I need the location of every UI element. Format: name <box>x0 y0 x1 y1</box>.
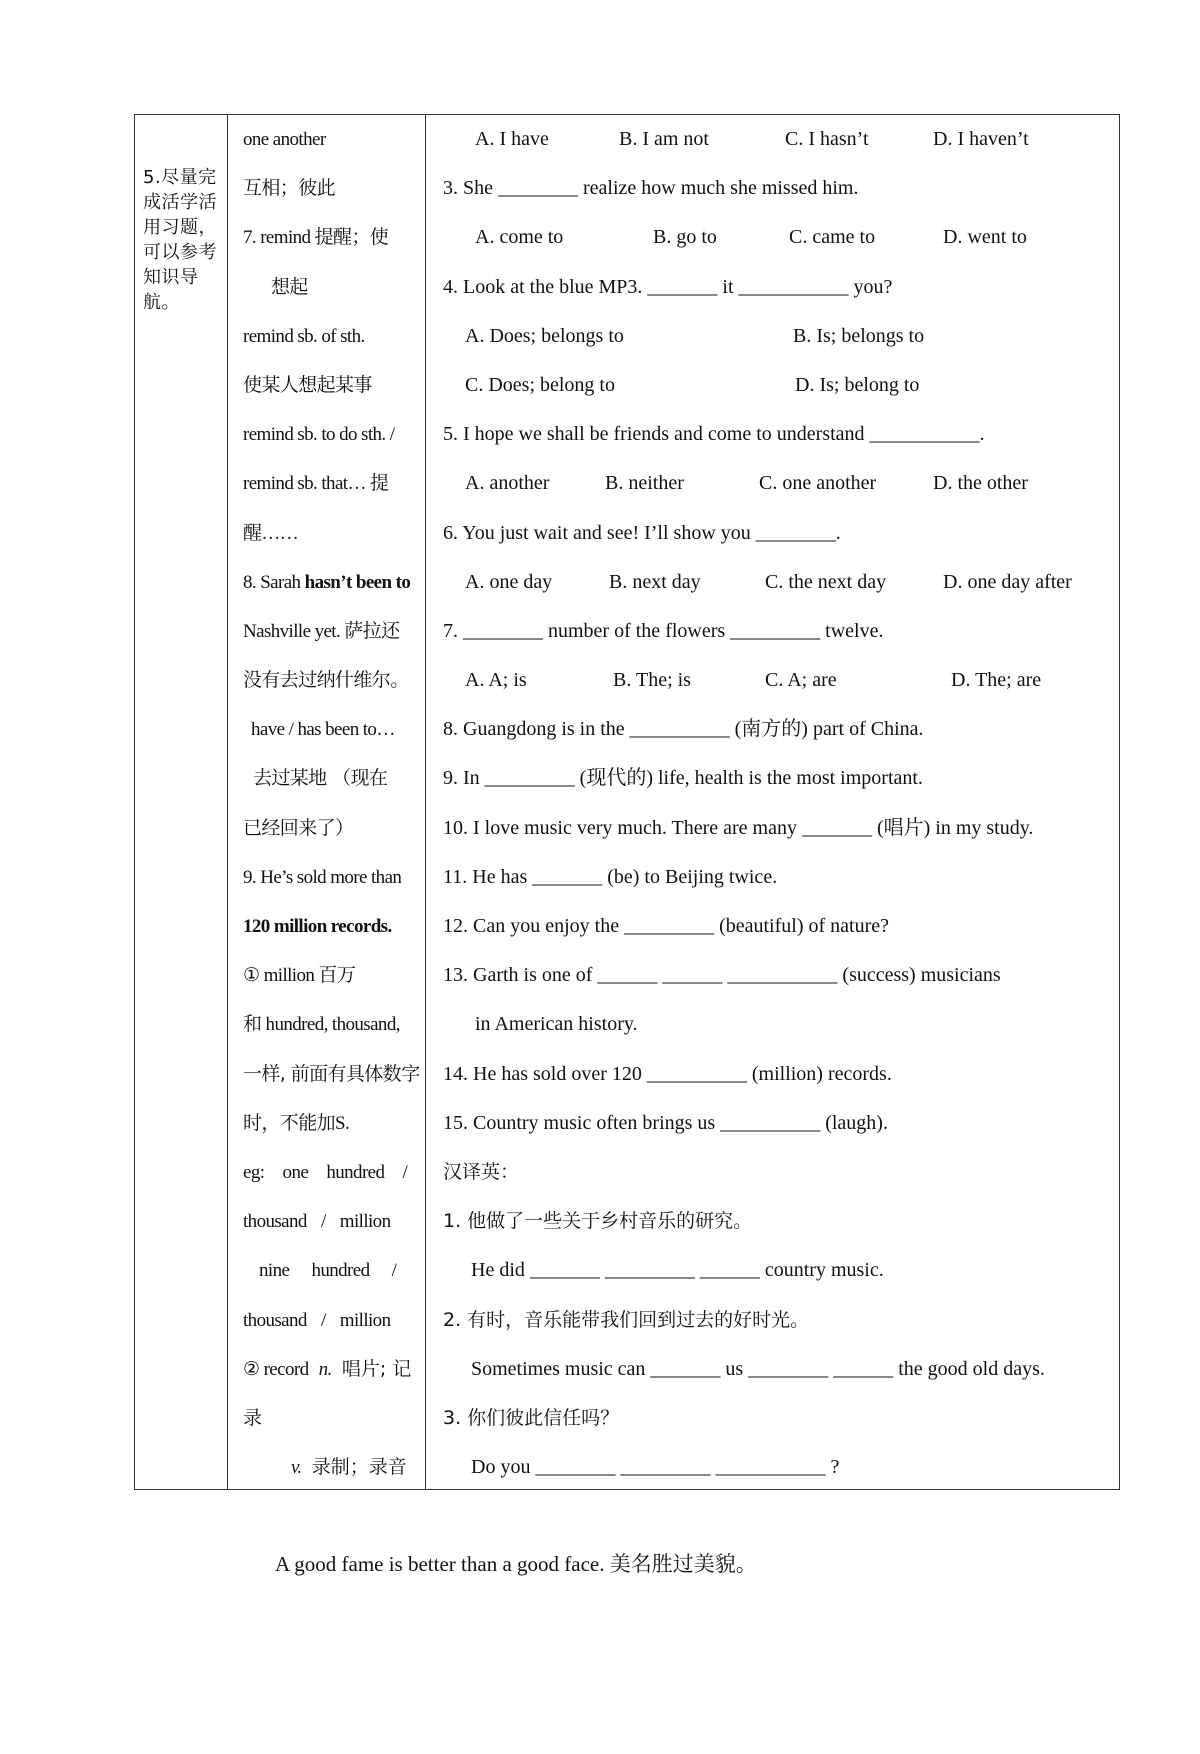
question: 6. You just wait and see! I’ll show you ________. <box>443 521 841 544</box>
question: 3. She ________ realize how much she missed him. <box>443 177 859 200</box>
note-line: 7. remind 提醒；使 <box>243 227 389 249</box>
option: A. A; is <box>465 669 527 692</box>
option: B. The; is <box>613 669 691 692</box>
question: 8. Guangdong is in the __________ (南方的) part of China. <box>443 718 924 741</box>
note-line: 已经回来了） <box>243 816 354 839</box>
option: C. one another <box>759 472 877 495</box>
option: C. I hasn’t <box>785 128 869 150</box>
option: D. one day after <box>943 570 1072 593</box>
option: A. one day <box>465 570 553 593</box>
note-line: 醒…… <box>243 522 299 544</box>
note-text: ② record <box>243 1358 309 1380</box>
note-line: eg: one hundred / <box>243 1161 408 1183</box>
note-line: 时，不能加S. <box>243 1112 350 1134</box>
option: C. Does; belong to <box>465 373 615 396</box>
note-line: one another <box>243 129 326 150</box>
question: 11. He has _______ (be) to Beijing twice. <box>443 865 778 888</box>
note-line: 互相；彼此 <box>243 177 336 200</box>
options-row <box>433 558 1113 607</box>
note-line: remind sb. of sth. <box>243 325 365 347</box>
option: C. A; are <box>765 669 837 692</box>
option: B. Is; belongs to <box>793 324 925 347</box>
question: 5. I hope we shall be friends and come to understand ___________. <box>443 423 985 446</box>
note-italic-text: n. <box>318 1358 332 1380</box>
note-line: remind sb. to do sth. / <box>243 424 395 446</box>
note-line: 一样, 前面有具体数字 <box>243 1062 420 1085</box>
option: A. Does; belongs to <box>465 324 624 347</box>
question: 9. In _________ (现代的) life, health is the most important. <box>443 767 923 790</box>
note-line: have / has been to… <box>251 719 395 741</box>
question: 10. I love music very much. There are many _______ (唱片) in my study. <box>443 816 1034 839</box>
translation-prompt: 1. 他做了一些关于乡村音乐的研究。 <box>443 1210 753 1233</box>
note-line: 9. He’s sold more than <box>243 866 402 888</box>
note-line: thousand / million <box>243 1211 391 1233</box>
question: 15. Country music often brings us __________ (laugh). <box>443 1111 888 1134</box>
note-line: thousand / million <box>243 1309 391 1331</box>
translation-answer: Sometimes music can _______ us ________ ______ the good old days. <box>471 1357 1045 1380</box>
worksheet-table <box>134 114 1120 1490</box>
option: D. I haven’t <box>933 128 1029 150</box>
option: A. another <box>465 472 550 495</box>
note-line: 和 hundred, thousand, <box>243 1014 400 1036</box>
note-line: 使某人想起某事 <box>243 373 372 396</box>
note-text: 录制；录音 <box>311 1456 407 1479</box>
question: 14. He has sold over 120 __________ (million) records. <box>443 1062 892 1085</box>
option: C. the next day <box>765 570 887 593</box>
note-line: ① million 百万 <box>243 965 356 987</box>
option: C. came to <box>789 226 876 249</box>
question-continuation: in American history. <box>475 1013 638 1036</box>
left-note: 5.尽量完成活学活用习题，可以参考知识导航。 <box>143 167 217 313</box>
note-line: Nashville yet. 萨拉还 <box>243 620 400 642</box>
options-row <box>433 656 1113 705</box>
note-bold-text: hasn’t been to <box>304 571 411 593</box>
option: B. go to <box>653 226 717 249</box>
note-line: remind sb. that… 提 <box>243 473 389 495</box>
option: B. next day <box>609 570 701 593</box>
question: 4. Look at the blue MP3. _______ it ___________ you? <box>443 275 893 298</box>
note-line: 想起 <box>271 275 308 298</box>
option: A. come to <box>475 226 564 249</box>
translation-prompt: 3. 你们彼此信任吗？ <box>443 1406 620 1429</box>
option: D. the other <box>933 472 1028 495</box>
options-row <box>433 213 1113 262</box>
section-heading: 汉译英： <box>443 1160 520 1183</box>
note-italic-text: v. <box>291 1457 302 1479</box>
note-line: 去过某地 （现在 <box>253 767 388 790</box>
option: B. neither <box>605 472 684 495</box>
note-text: 8. Sarah <box>243 571 301 593</box>
options-row <box>433 312 1113 361</box>
exercises <box>433 115 1113 1492</box>
options-row <box>433 459 1113 508</box>
note-bold-text: 120 million records. <box>243 916 392 937</box>
question: 13. Garth is one of ______ ______ ___________ (success) musicians <box>443 964 1001 987</box>
note-line: 录 <box>243 1406 262 1429</box>
question: 12. Can you enjoy the _________ (beautiful) of nature? <box>443 915 889 937</box>
option: B. I am not <box>619 128 709 150</box>
option: D. Is; belong to <box>795 373 920 396</box>
option: D. went to <box>943 226 1027 249</box>
column-divider <box>227 115 228 1489</box>
proverb-footer: A good fame is better than a good face. 美名胜过美貌。 <box>275 1552 757 1576</box>
note-line: nine hundred / <box>259 1260 397 1282</box>
note-line: 没有去过纳什维尔。 <box>243 669 409 692</box>
option: A. I have <box>475 128 549 150</box>
options-row <box>433 361 1113 410</box>
translation-prompt: 2. 有时，音乐能带我们回到过去的好时光。 <box>443 1308 810 1331</box>
translation-answer: He did _______ _________ ______ country music. <box>471 1259 884 1282</box>
question: 7. ________ number of the flowers _________ twelve. <box>443 619 884 642</box>
translation-answer: Do you ________ _________ ___________ ? <box>471 1456 840 1479</box>
note-text: 唱片; 记 <box>341 1357 412 1380</box>
option: D. The; are <box>951 669 1042 692</box>
options-row <box>433 115 1113 164</box>
